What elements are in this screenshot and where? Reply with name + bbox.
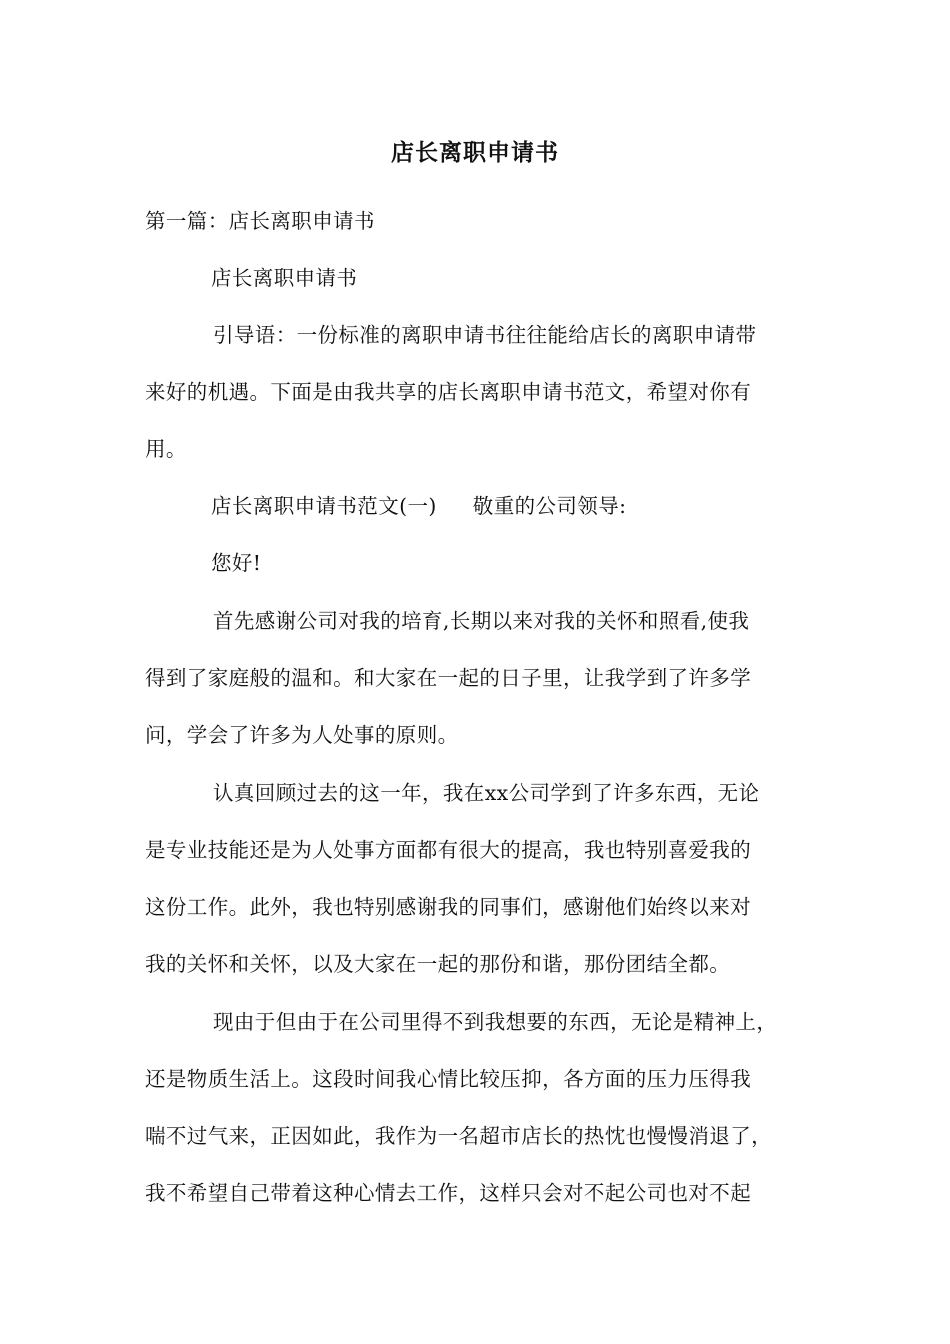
salutation: 敬重的公司领导: [472,494,627,518]
paragraph-line: 来好的机遇。下面是由我共享的店长离职申请书范文，希望对你有 [145,380,752,404]
document-title: 店长离职申请书 [391,139,559,166]
paragraph-line: 这份工作。此外，我也特别感谢我的同事们，感谢他们始终以来对 [145,895,752,919]
paragraph-line: 我的关怀和关怀，以及大家在一起的那份和谐，那份团结全都。 [145,952,731,976]
subtitle: 店长离职申请书 [211,266,358,290]
sample-heading: 店长离职申请书范文(一) [211,494,437,518]
paragraph-line: 还是物质生活上。这段时间我心情比较压抑，各方面的压力压得我 [145,1067,752,1091]
paragraph-line: 我不希望自己带着这种心情去工作，这样只会对不起公司也对不起 [145,1181,752,1205]
sample-heading-line [211,491,626,521]
paragraph-line: 首先感谢公司对我的培育,长期以来对我的关怀和照看,使我 [213,609,750,633]
paragraph-line: 得到了家庭般的温和。和大家在一起的日子里，让我学到了许多学 [145,666,752,690]
greeting: 您好! [211,551,262,575]
paragraph-line: 用。 [145,437,187,461]
section-heading: 第一篇：店长离职申请书 [145,209,375,233]
paragraph-line: 问，学会了许多为人处事的原则。 [145,723,459,747]
paragraph-line: 认真回顾过去的这一年，我在xx公司学到了许多东西，无论 [213,781,760,805]
paragraph-line: 是专业技能还是为人处事方面都有很大的提高，我也特别喜爱我的 [145,838,752,862]
paragraph-line: 喘不过气来，正因如此，我作为一名超市店长的热忱也慢慢消退了， [145,1124,772,1148]
paragraph-line: 引导语：一份标准的离职申请书往往能给店长的离职申请带 [213,323,757,347]
paragraph-line: 现由于但由于在公司里得不到我想要的东西，无论是精神上， [213,1010,778,1034]
